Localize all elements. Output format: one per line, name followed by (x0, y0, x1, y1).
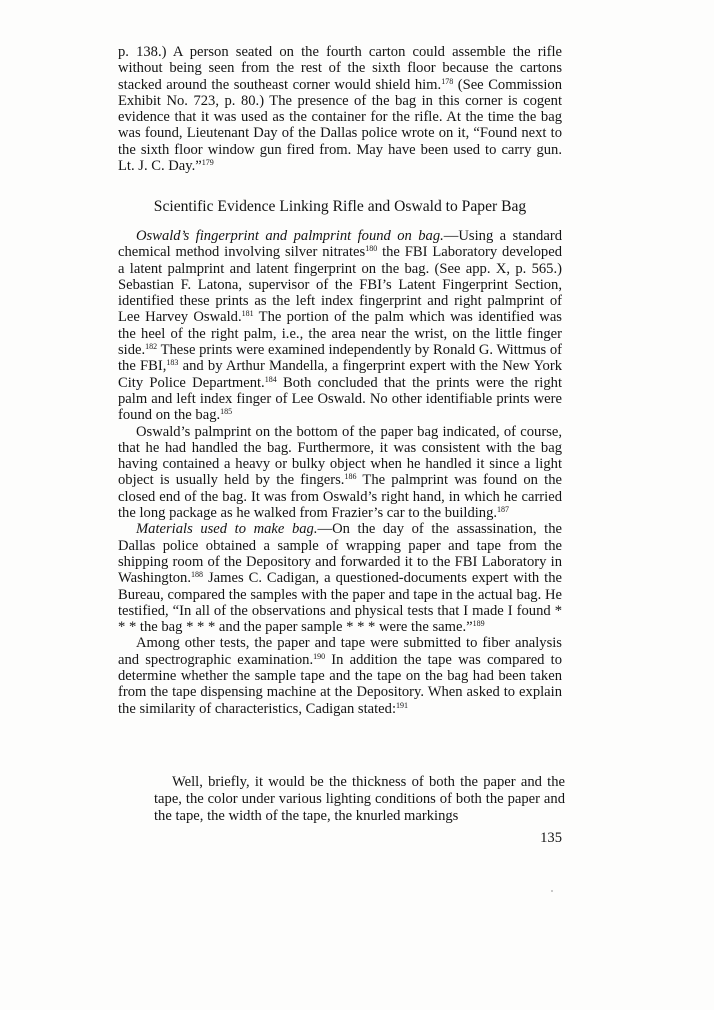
continued-paragraph (118, 44, 562, 174)
footnote-ref: 184 (264, 374, 277, 384)
paragraph-text: (See Commission Exhibit No. 723, p. 80.) The presence of the bag in this corner is cogent evidence that it was used as the container for the rifle. At the time the bag was found, Lieutenant Day of the Dallas police wrote on it, “Found next to the sixth floor window gun fired from. May have been used to carry gun. Lt. J. C. Day.” (118, 76, 562, 175)
paragraph-text: —On the day of the assassination, the Dallas police obtained a sample of wrapping paper and tape from the shipping room of the Depository and forwarded it to the FBI Laboratory in Washington. (118, 521, 562, 587)
top-paragraph (118, 44, 562, 174)
paragraph-fingerprint (118, 228, 562, 424)
paragraph-text: The portion of the palm which was identified was the heel of the right palm, i.e., the area near the wrist, on the little finger side. (118, 309, 562, 359)
paragraph-text: James C. Cadigan, a questioned-documents expert with the Bureau, compared the samples with the paper and tape in the actual bag. He testified, “In all of the observations and physical tests that I made I found * * * the bag * * * and the paper sample * * * were the same.” (118, 570, 562, 636)
paragraph-text: —Using a standard chemical method involving silver nitrates (118, 228, 562, 261)
scan-artifact (551, 890, 553, 892)
footnote-ref: 178 (441, 76, 454, 86)
paragraph-palmprint (118, 424, 562, 522)
footnote-ref: 189 (472, 619, 485, 629)
paragraph-text: Both concluded that the prints were the right palm and left index finger of Lee Oswald. No other identifiable prints were found on the bag. (118, 374, 562, 424)
paragraph-text: and by Arthur Mandella, a fingerprint expert with the New York City Police Department. (118, 358, 562, 391)
footnote-ref: 183 (166, 358, 179, 368)
quote-text: Well, briefly, it would be the thickness of both the paper and the tape, the color under various lighting conditions of both the paper and the tape, the width of the tape, the knurled markings (154, 774, 565, 824)
paragraph-lead: Oswald’s fingerprint and palmprint found on bag. (136, 228, 444, 244)
footnote-ref: 191 (396, 700, 409, 710)
paragraph-text: These prints were examined independently by Ronald G. Wittmus of the FBI, (118, 342, 562, 375)
page-number: 135 (540, 830, 562, 846)
footnote-ref: 179 (201, 158, 214, 168)
main-body (118, 228, 562, 717)
footnote-ref: 186 (344, 472, 357, 482)
paragraph-text: In addition the tape was compared to determine whether the sample tape and the tape on the bag had been taken from the tape dispensing machine at the Depository. When asked to explain the similarity of characteristics, Cadigan stated: (118, 651, 562, 717)
paragraph-text: Oswald’s palmprint on the bottom of the paper bag indicated, of course, that he had handled the bag. Furthermore, it was consistent with the bag having contained a heavy or bulky object when he handled it since a light object is usually held by the fingers. (118, 423, 562, 489)
paragraph-materials (118, 521, 562, 635)
footnote-ref: 180 (365, 244, 378, 254)
paragraph-tests (118, 635, 562, 716)
footnote-ref: 187 (497, 505, 510, 515)
footnote-ref: 181 (241, 309, 254, 319)
paragraph-lead: Materials used to make bag. (136, 521, 318, 538)
paragraph-text: p. 138.) A person seated on the fourth carton could assemble the rifle without being seen from the rest of the sixth floor because the cartons stacked around the southeast corner would shield him. (118, 44, 562, 93)
footnote-ref: 190 (313, 651, 326, 661)
footnote-ref: 182 (145, 342, 158, 352)
testimony-quote (154, 774, 565, 825)
paragraph-text: The palmprint was found on the closed end of the bag. It was from Oswald’s right hand, in which he carried the long package as he walked from Frazier’s car to the building. (118, 472, 562, 522)
footnote-ref: 185 (220, 407, 233, 417)
paragraph-text: the FBI Laboratory developed a latent palmprint and latent fingerprint on the bag. (See app. X, p. 565.) Sebastian F. Latona, supervisor of the FBI’s Latent Fingerprint Section, identified these prints as the left index fingerprint and right palmprint of Lee Harvey Oswald. (118, 244, 563, 326)
paragraph-text: Among other tests, the paper and tape were submitted to fiber analysis and spectrographic examination. (118, 635, 562, 668)
section-heading: Scientific Evidence Linking Rifle and Oswald to Paper Bag (153, 198, 527, 215)
footnote-ref: 188 (191, 570, 204, 580)
